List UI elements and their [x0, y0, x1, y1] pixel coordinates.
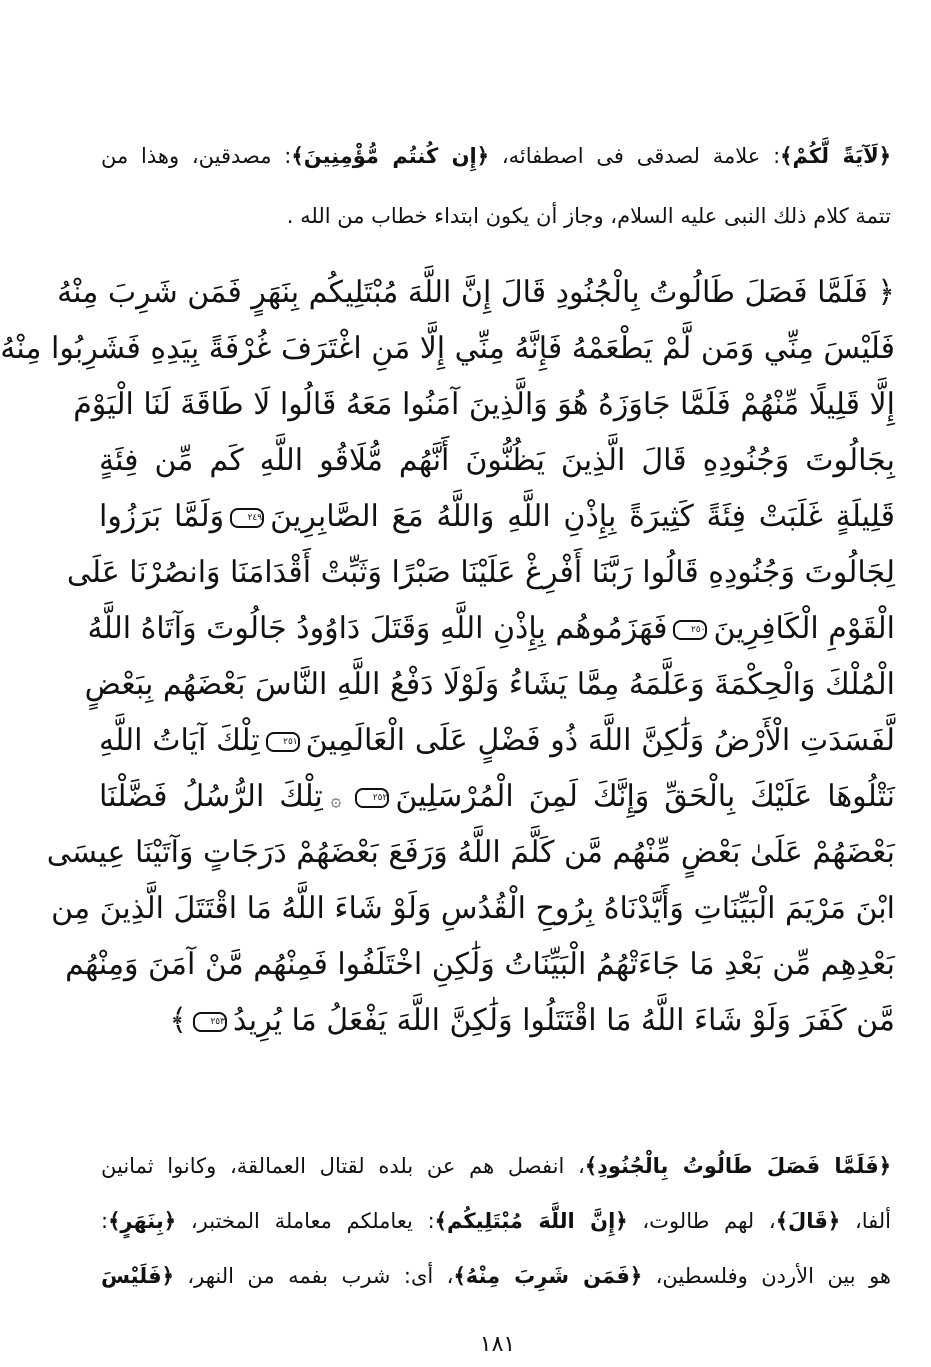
verse-line-4: بِجَالُوتَ وَجُنُودِهِ قَالَ الَّذِينَ يَظُنُّونَ أَنَّهُم مُّلَاقُو اللَّهِ كَم مِّن فِئَةٍ — [99, 443, 895, 478]
commentary-text: : علامة لصدقى فى اصطفائه، — [489, 144, 781, 168]
verse-line-10 — [99, 770, 895, 828]
quoted-phrase: ﴿فَلَيْسَ — [101, 1264, 174, 1288]
commentary-line-1 — [101, 1150, 891, 1184]
ayah-number-marker: ٢٥٢ — [355, 788, 389, 808]
commentary-text: ، أى: شرب بفمه من النهر، — [173, 1264, 454, 1288]
quoted-phrase: ﴿فَلَمَّا فَصَلَ طَالُوتُ بِالْجُنُودِ﴾ — [584, 1154, 892, 1178]
verse-text: تِلْكَ آيَاتُ اللَّهِ — [99, 723, 260, 758]
quoted-phrase: ﴿فَمَن شَرِبَ مِنْهُ﴾ — [453, 1264, 643, 1288]
intro-line-2: تتمة كلام ذلك النبى عليه السلام، وجاز أن يكون ابتداء خطاب من الله . — [286, 204, 891, 228]
ayah-number-marker: ٢٤٩ — [230, 508, 264, 528]
commentary-text: : — [101, 1209, 109, 1233]
commentary-line-3 — [101, 1260, 891, 1294]
quoted-phrase: ﴿إِن كُنتُم مُّؤْمِنِينَ﴾ — [291, 144, 490, 168]
verse-text: وَلَمَّا بَرَزُوا — [99, 499, 225, 534]
verse-text: نَتْلُوهَا عَلَيْكَ بِالْحَقِّ وَإِنَّكَ لَمِنَ الْمُرْسَلِينَ — [395, 779, 896, 814]
commentary-text: ألفا، — [840, 1209, 892, 1233]
commentary-line-2 — [101, 1205, 891, 1239]
verse-line-9 — [99, 714, 895, 772]
verse-line-1: ﴿ فَلَمَّا فَصَلَ طَالُوتُ بِالْجُنُودِ قَالَ إِنَّ اللَّهَ مُبْتَلِيكُم بِنَهَرٍ فَمَن شَرِبَ مِنْهُ — [57, 275, 895, 310]
verse-line-6: لِجَالُوتَ وَجُنُودِهِ قَالُوا رَبَّنَا أَفْرِغْ عَلَيْنَا صَبْرًا وَثَبِّتْ أَقْدَامَنَا وَانصُرْنَا عَلَى — [66, 555, 895, 590]
commentary-text: : يعاملكم معاملة المختبر، — [176, 1209, 435, 1233]
verse-line-8: الْمُلْكَ وَالْحِكْمَةَ وَعَلَّمَهُ مِمَّا يَشَاءُ وَلَوْلَا دَفْعُ اللَّهِ النَّاسَ بَعْضَهُم بِبَعْضٍ — [84, 667, 895, 702]
verse-text: الْقَوْمِ الْكَافِرِينَ — [713, 611, 895, 646]
verse-line-3: إِلَّا قَلِيلًا مِّنْهُمْ فَلَمَّا جَاوَزَهُ هُوَ وَالَّذِينَ آمَنُوا مَعَهُ قَالُوا لَا طَاقَةَ لَنَا الْيَوْمَ — [73, 387, 895, 422]
verse-text: فَهَزَمُوهُم بِإِذْنِ اللَّهِ وَقَتَلَ دَاوُودُ جَالُوتَ وَآتَاهُ اللَّهُ — [87, 611, 668, 646]
verse-text: لَّفَسَدَتِ الْأَرْضُ وَلَٰكِنَّ اللَّهَ ذُو فَضْلٍ عَلَى الْعَالَمِينَ — [305, 723, 895, 758]
verse-text: قَلِيلَةٍ غَلَبَتْ فِئَةً كَثِيرَةً بِإِذْنِ اللَّهِ وَاللَّهُ مَعَ الصَّابِرِينَ — [270, 499, 895, 534]
ayah-number-marker: ٢٥٠ — [673, 620, 707, 640]
verse-line-11: بَعْضَهُمْ عَلَىٰ بَعْضٍ مِّنْهُم مَّن كَلَّمَ اللَّهُ وَرَفَعَ بَعْضَهُمْ دَرَجَاتٍ وَآتَيْنَا عِيسَى — [46, 835, 895, 870]
verse-line-7 — [87, 602, 895, 660]
closing-bracket: ﴾ — [169, 1003, 187, 1038]
quoted-phrase: ﴿بِنَهَرٍ﴾ — [108, 1209, 177, 1233]
verse-line-2: فَلَيْسَ مِنِّي وَمَن لَّمْ يَطْعَمْهُ فَإِنَّهُ مِنِّي إِلَّا مَنِ اغْتَرَفَ غُرْفَةً بِيَدِهِ فَشَرِبُوا مِنْهُ — [0, 331, 895, 366]
ayah-number-marker: ٢٥١ — [266, 732, 300, 752]
intro-line-1 — [101, 140, 891, 174]
verse-line-13: بَعْدِهِم مِّن بَعْدِ مَا جَاءَتْهُمُ الْبَيِّنَاتُ وَلَٰكِنِ اخْتَلَفُوا فَمِنْهُم مَّنْ آمَنَ وَمِنْهُم — [65, 947, 895, 982]
verse-line-12: ابْنَ مَرْيَمَ الْبَيِّنَاتِ وَأَيَّدْنَاهُ بِرُوحِ الْقُدُسِ وَلَوْ شَاءَ اللَّهُ مَا اقْتَتَلَ الَّذِينَ مِن — [51, 891, 895, 926]
commentary-text: هو بين الأردن وفلسطين، — [642, 1264, 891, 1288]
commentary-text: ، انفصل هم عن بلده لقتال العمالقة، وكانوا ثمانين — [101, 1154, 585, 1178]
hizb-star-icon: ۞ — [330, 790, 342, 811]
page-number: ١٨١ — [479, 1332, 516, 1357]
verse-text: مَّن كَفَرَ وَلَوْ شَاءَ اللَّهُ مَا اقْتَتَلُوا وَلَٰكِنَّ اللَّهَ يَفْعَلُ مَا يُرِيدُ — [232, 1003, 895, 1038]
commentary-text: : مصدقين، وهذا من — [101, 144, 292, 168]
verse-text: تِلْكَ الرُّسُلُ فَضَّلْنَا — [99, 779, 323, 814]
commentary-text: ، لهم طالوت، — [627, 1209, 776, 1233]
ayah-number-marker: ٢٥٣ — [193, 1012, 227, 1032]
verse-line-14 — [99, 994, 895, 1052]
verse-line-5 — [99, 490, 895, 548]
quoted-phrase: ﴿لَآيَةً لَّكُمْ﴾ — [780, 144, 892, 168]
quoted-phrase: ﴿قَالَ﴾ — [775, 1209, 841, 1233]
quoted-phrase: ﴿إِنَّ اللَّهَ مُبْتَلِيكُم﴾ — [434, 1209, 628, 1233]
